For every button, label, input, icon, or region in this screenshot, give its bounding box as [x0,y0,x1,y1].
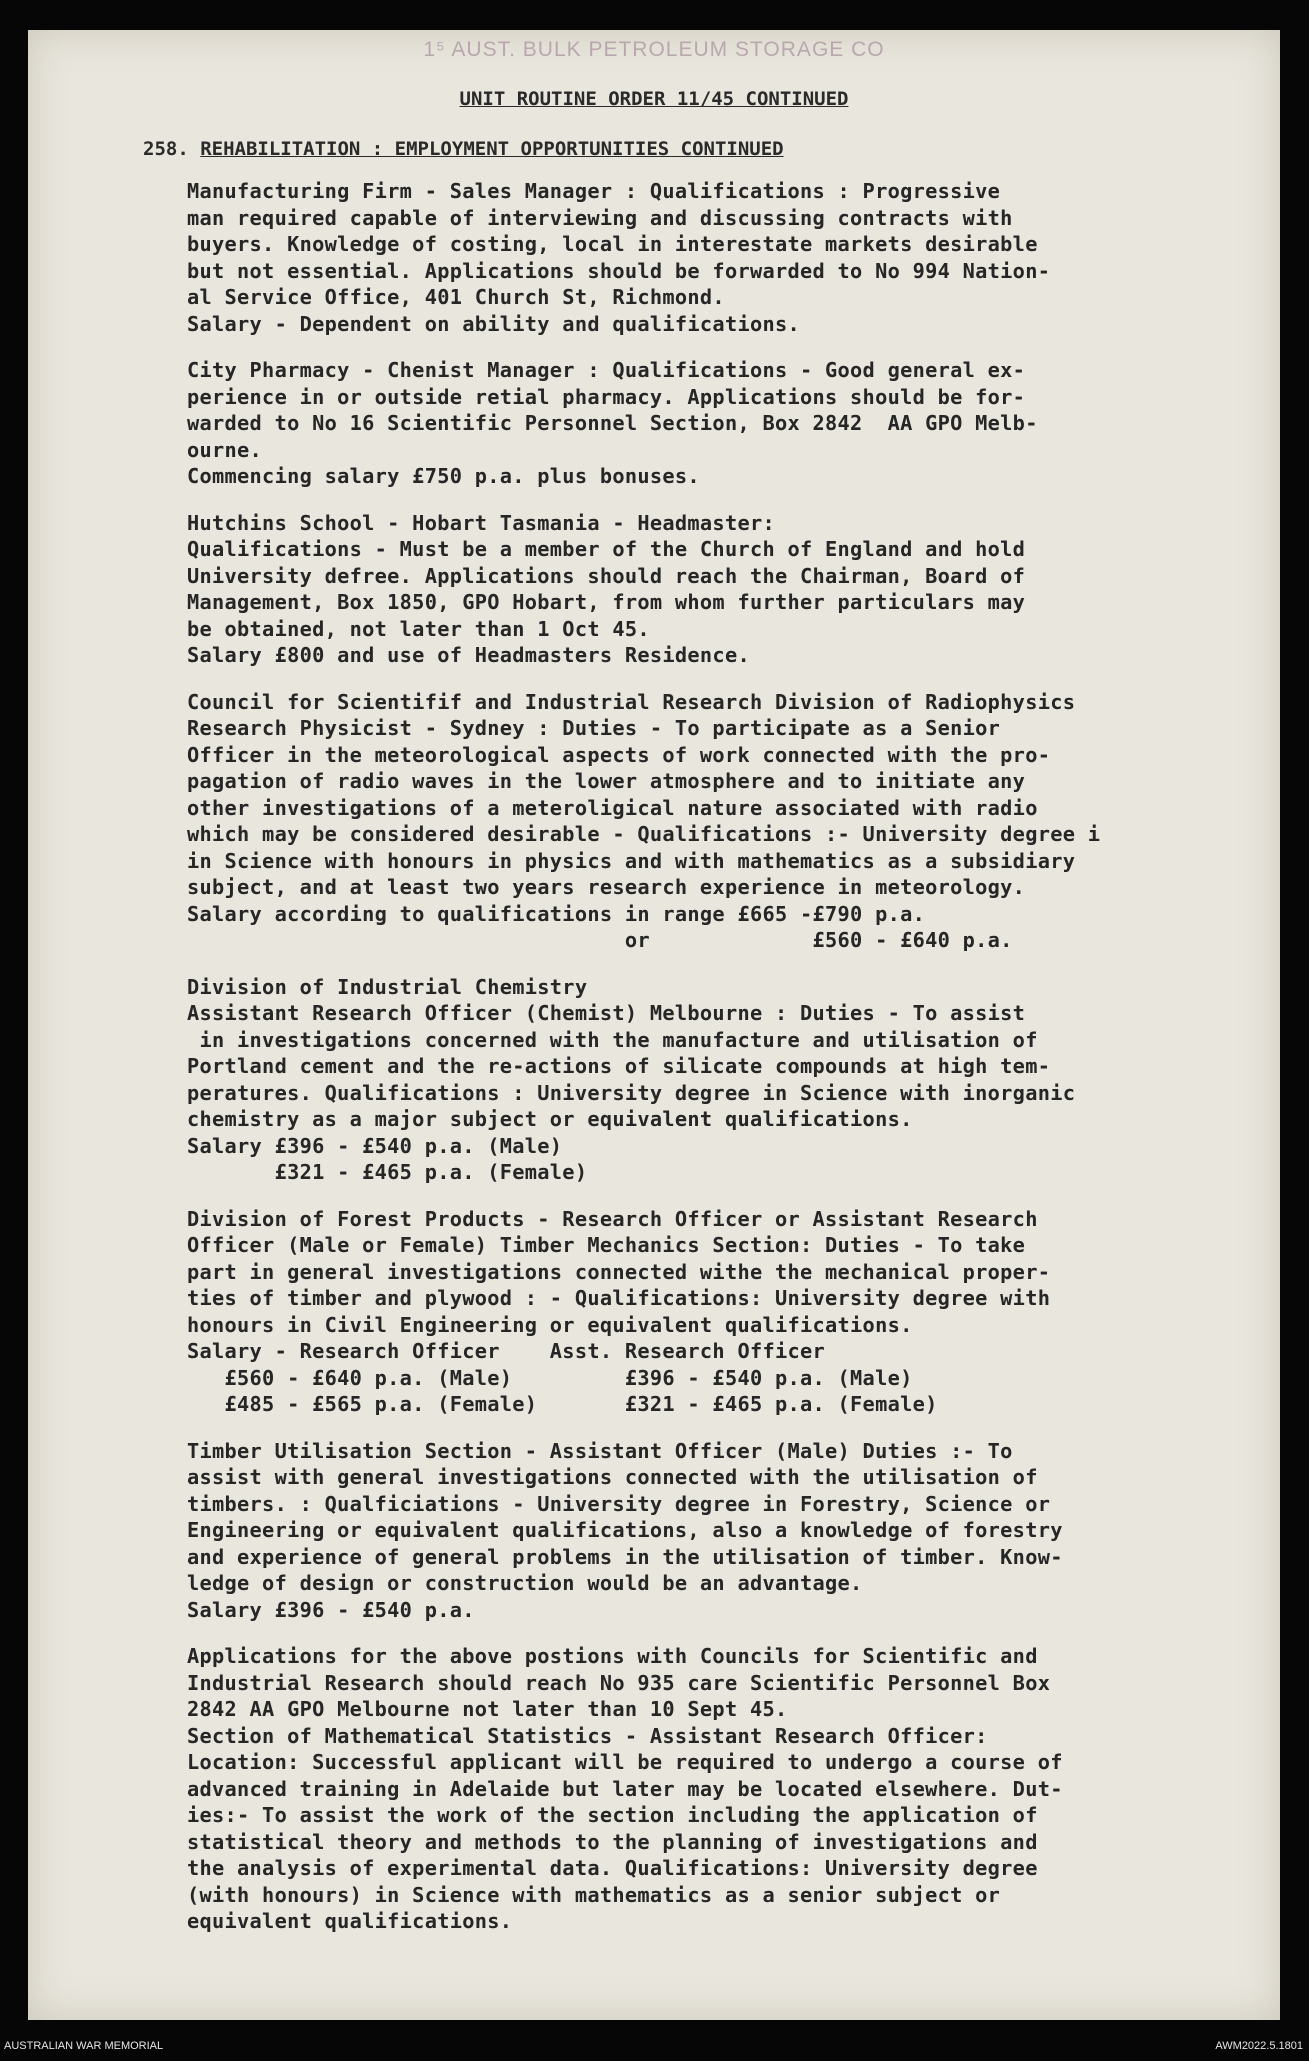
text-line: ledge of design or construction would be an advantage. [187,1571,863,1595]
text-line: Salary according to qualifications in range £665 -£790 p.a. [187,901,926,926]
text-line: Manufacturing Firm - Sales Manager : Qualifications : Progressive [187,179,1001,203]
text-line: Portland cement and the re-actions of silicate compounds at high tem- [187,1054,1051,1078]
text-line: £485 - £565 p.a. (Female) £321 - £465 p.a. (Female) [187,1392,938,1416]
text-line: Division of Forest Products - Research Officer or Assistant Research [187,1206,1038,1231]
text-line: or £560 - £640 p.a. [187,928,1013,952]
text-line: al Service Office, 401 Church St, Richmond. [187,285,725,309]
item-heading [143,138,784,160]
company-stamp: 1⁵ AUST. BULK PETROLEUM STORAGE CO [423,38,885,61]
text-line: ourne. [187,437,263,462]
text-line: chemistry as a major subject or equivalent qualifications. [187,1107,913,1131]
paragraph [187,357,1277,490]
text-line: Qualifications - Must be a member of the Church of England and hold [187,537,1026,561]
paragraph-gap [187,490,1277,510]
text-line: Industrial Research should reach No 935 care Scientific Personnel Box [187,1670,1051,1695]
text-line: Salary £800 and use of Headmasters Residence. [187,643,750,667]
text-line: £560 - £640 p.a. (Male) £396 - £540 p.a. (Male) [187,1365,913,1390]
text-line: statistical theory and methods to the planning of investigations and [187,1829,1038,1854]
text-line: which may be considered desirable - Qualifications :- University degree i [187,822,1101,846]
footer-institution: AUSTRALIAN WAR MEMORIAL [4,2040,164,2052]
paragraph [187,178,1277,337]
paragraph [187,1206,1277,1418]
text-line: Section of Mathematical Statistics - Assistant Research Officer: [187,1723,988,1748]
text-line: City Pharmacy - Chenist Manager : Qualifications - Good general ex- [187,358,1026,382]
document-body [187,178,1277,1935]
document-page [28,30,1280,2020]
text-line: peratures. Qualifications : University degree in Science with inorganic [187,1080,1076,1105]
text-line: be obtained, not later than 1 Oct 45. [187,616,650,641]
text-line: in investigations concerned with the manufacture and utilisation of [187,1027,1038,1052]
text-line: Officer in the meteorological aspects of work connected with the pro- [187,742,1051,767]
footer-reference: AWM2022.5.1801 [1215,2040,1303,2052]
item-title: REHABILITATION : EMPLOYMENT OPPORTUNITIES CONTINUED [200,138,784,160]
paragraph-gap [187,337,1277,357]
text-line: Salary - Research Officer Asst. Research Officer [187,1339,826,1363]
text-line: in Science with honours in physics and with mathematics as a subsidiary [187,848,1076,873]
text-line: part in general investigations connected withe the mechanical proper- [187,1259,1051,1284]
text-line: buyers. Knowledge of costing, local in interestate markets desirable [187,232,1038,256]
paragraph [187,1438,1277,1624]
text-line: assist with general investigations connected with the utilisation of [187,1465,1038,1489]
text-line: Research Physicist - Sydney : Duties - To participate as a Senior [187,716,1001,740]
paragraph-gap [187,954,1277,974]
text-line: equivalent qualifications. [187,1909,513,1933]
text-line: Salary £396 - £540 p.a. [187,1597,475,1622]
text-line: other investigations of a meteroligical nature associated with radio [187,795,1038,820]
text-line: University defree. Applications should reach the Chairman, Board of [187,563,1026,588]
text-line: the analysis of experimental data. Qualifications: University degree [187,1856,1038,1880]
text-line: Location: Successful applicant will be required to undergo a course of [187,1750,1063,1774]
text-line: 2842 AA GPO Melbourne not later than 10 Sept 45. [187,1697,788,1721]
paragraph [187,510,1277,669]
item-number: 258. [143,138,189,160]
text-line: Officer (Male or Female) Timber Mechanics Section: Duties - To take [187,1233,1026,1257]
text-line: but not essential. Applications should be forwarded to No 994 Nation- [187,258,1051,283]
text-line: Salary £396 - £540 p.a. (Male) [187,1133,563,1158]
paragraph [187,1643,1277,1935]
text-line: timbers. : Qualficiations - University degree in Forestry, Science or [187,1491,1051,1516]
text-line: (with honours) in Science with mathematics as a senior subject or [187,1882,1001,1907]
paragraph [187,689,1277,954]
text-line: honours in Civil Engineering or equivalent qualifications. [187,1312,913,1337]
paragraph-gap [187,1186,1277,1206]
text-line: Applications for the above postions with Councils for Scientific and [187,1644,1038,1668]
page-heading: UNIT ROUTINE ORDER 11/45 CONTINUED [459,88,849,110]
text-line: Timber Utilisation Section - Assistant Officer (Male) Duties :- To [187,1438,1013,1463]
paragraph-gap [187,669,1277,689]
text-line: Council for Scientifif and Industrial Research Division of Radiophysics [187,689,1076,714]
text-line: ies:- To assist the work of the section including the application of [187,1803,1038,1827]
paragraph-gap [187,1418,1277,1438]
text-line: Hutchins School - Hobart Tasmania - Headmaster: [187,510,775,535]
text-line: Salary - Dependent on ability and qualifications. [187,311,801,336]
paragraph [187,974,1277,1186]
text-line: £321 - £465 p.a. (Female) [187,1160,588,1184]
paragraph-gap [187,1623,1277,1643]
text-line: Division of Industrial Chemistry [187,974,588,999]
text-line: ties of timber and plywood : - Qualifications: University degree with [187,1286,1051,1310]
text-line: advanced training in Adelaide but later may be located elsewhere. Dut- [187,1776,1063,1801]
text-line: Management, Box 1850, GPO Hobart, from whom further particulars may [187,590,1026,614]
text-line: Assistant Research Officer (Chemist) Melbourne : Duties - To assist [187,1001,1026,1025]
text-line: pagation of radio waves in the lower atmosphere and to initiate any [187,769,1026,793]
text-line: man required capable of interviewing and discussing contracts with [187,205,1013,230]
text-line: Engineering or equivalent qualifications, also a knowledge of forestry [187,1518,1063,1542]
text-line: warded to No 16 Scientific Personnel Section, Box 2842 AA GPO Melb- [187,411,1038,435]
text-line: subject, and at least two years research experience in meteorology. [187,875,1026,899]
text-line: Commencing salary £750 p.a. plus bonuses. [187,464,700,488]
text-line: and experience of general problems in the utilisation of timber. Know- [187,1544,1063,1569]
text-line: perience in or outside retial pharmacy. Applications should be for- [187,384,1026,409]
